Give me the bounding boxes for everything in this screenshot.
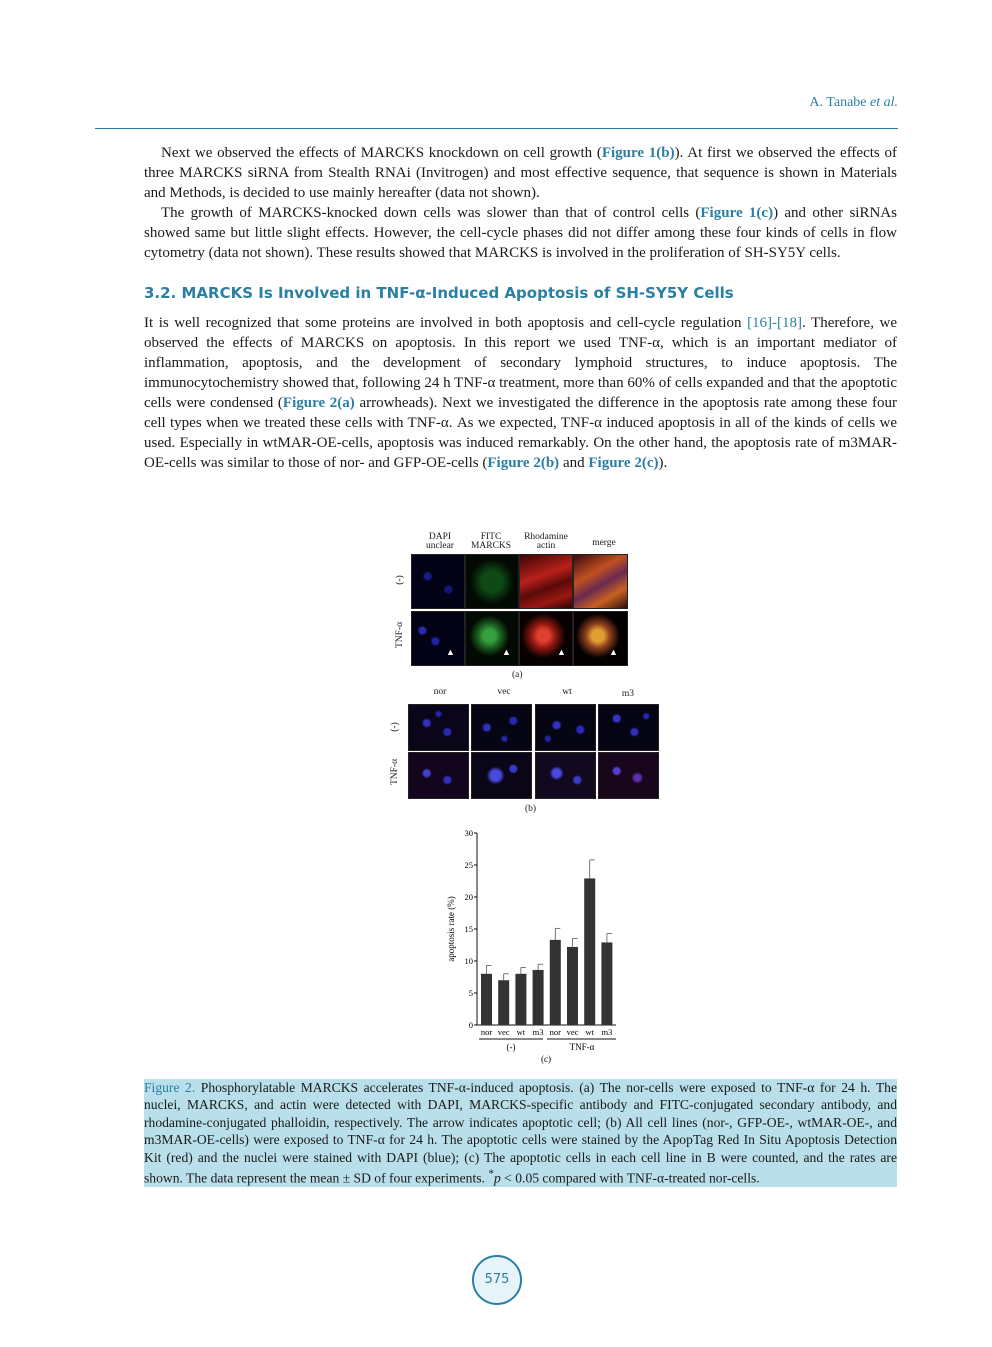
group-label-tnf: TNF-α xyxy=(569,1042,595,1052)
micrograph-b-vec-control xyxy=(471,704,532,751)
x-tick-label: vec xyxy=(566,1027,579,1037)
y-tick-label: 5 xyxy=(468,988,473,998)
paragraph-1: Next we observed the effects of MARCKS knockdown on cell growth (Figure 1(b)). At first we observed the effects of three MARCKS siRNA from Stealth RNAi (Invitrogen) and most effective sequence, that sequence is shown in Materials and Methods, is decided to use mainly hereafter (data not shown). xyxy=(144,145,897,201)
link-figure-2a[interactable]: Figure 2(a) xyxy=(282,395,355,411)
arrowhead-icon: ▲ xyxy=(609,647,618,657)
section-heading: 3.2. MARCKS Is Involved in TNF-α-Induced Apoptosis of SH-SY5Y Cells xyxy=(144,284,734,302)
micrograph-a-fitc-control xyxy=(465,554,519,609)
x-tick-label: nor xyxy=(480,1027,493,1037)
link-figure-2b[interactable]: Figure 2(b) xyxy=(487,455,560,471)
caption-tail: < 0.05 compared with TNF-α-treated nor-cells. xyxy=(500,1170,760,1186)
col-label-vec: vec xyxy=(497,687,511,697)
micrograph-b-nor-tnf xyxy=(408,752,469,799)
header-rule xyxy=(95,128,898,129)
figure-a-sublabel: (a) xyxy=(512,670,523,680)
header-etal: et al. xyxy=(870,95,898,110)
col-label-merge: merge xyxy=(592,538,616,548)
micrograph-b-vec-tnf xyxy=(471,752,532,799)
y-tick-label: 30 xyxy=(464,828,473,838)
col-label-rhodamine: Rhodamine actin xyxy=(524,532,568,551)
page-number: 575 xyxy=(472,1255,522,1305)
bar-wt-control xyxy=(515,974,526,1025)
micrograph-b-wt-control xyxy=(535,704,596,751)
micrograph-a-dapi-control xyxy=(411,554,465,609)
bar-wt-tnf xyxy=(584,878,595,1025)
micrograph-a-merge-control xyxy=(573,554,628,609)
y-tick-label: 15 xyxy=(464,924,473,934)
x-tick-label: vec xyxy=(497,1027,510,1037)
arrowhead-icon: ▲ xyxy=(557,647,566,657)
col-label-m3: m3 xyxy=(621,689,635,699)
caption-sup: * xyxy=(488,1168,494,1181)
figure-c-sublabel: (c) xyxy=(541,1054,551,1064)
bar-m3-tnf xyxy=(601,942,612,1025)
bar-vec-tnf xyxy=(567,947,578,1025)
x-tick-label: m3 xyxy=(601,1027,613,1037)
group-label-control: (-) xyxy=(506,1042,516,1052)
y-axis-label: apoptosis rate (%) xyxy=(446,896,456,962)
caption-p: p xyxy=(493,1170,501,1186)
micrograph-a-merge-tnf xyxy=(573,611,628,666)
col-label-wt: wt xyxy=(562,687,572,697)
link-figure-2c[interactable]: Figure 2(c) xyxy=(588,455,659,471)
caption-text: Phosphorylatable MARCKS accelerates TNF-α-induced apoptosis. (a) The nor-cells were exposed to TNF-α for 24 h. The nuclei, MARCKS, and actin were detected with DAPI, MARCKS-specific antibody and FITC-conjugated secondary antibody, and rhodamine-conjugated phalloidin, respectively. The arrow indicates apoptotic cell; (b) All cell lines (nor-, GFP-OE-, wtMAR-OE-, and m3MAR-OE-cells) were exposed to TNF-α for 24 h. The apoptotic cells were stained by the ApopTag Red In Situ Apoptosis Detection Kit (red) and the nuclei were stained with DAPI (blue); (c) The apoptotic cells in each cell line in B were counted, and the rates are shown. The data represent the mean ± SD of four experiments. xyxy=(144,1080,897,1186)
figure-caption xyxy=(144,1079,897,1187)
micrograph-b-nor-control xyxy=(408,704,469,751)
micrograph-b-m3-tnf xyxy=(598,752,659,799)
x-tick-label: nor xyxy=(549,1027,561,1037)
micrograph-a-rhodamine-tnf xyxy=(519,611,573,666)
col-label-dapi: DAPI unclear xyxy=(426,532,454,551)
figure-b-sublabel: (b) xyxy=(525,804,537,814)
link-figure-1c[interactable]: Figure 1(c) xyxy=(700,205,774,221)
col-label-fitc: FITC MARCKS xyxy=(470,532,512,551)
y-tick-label: 25 xyxy=(464,860,473,870)
micrograph-a-fitc-tnf xyxy=(465,611,519,666)
bar-nor-tnf xyxy=(550,940,561,1025)
row-label-tnf: TNF-α xyxy=(395,621,405,649)
row-label-control: (-) xyxy=(390,722,400,732)
paragraph-3: It is well recognized that some proteins are involved in both apoptosis and cell-cycle regulation [16]-[18]. Therefore, we observed the effects of MARCKS on apoptosis. In this report we used TNF-α, which is an important mediator of inflammation, apoptosis, and the development of secondary lymphoid structures, to induce apoptosis. The immunocytochemistry showed that, following 24 h TNF-α treatment, more than 60% of cells expanded and that the apoptotic cells were condensed (Figure 2(a) arrowheads). Next we investigated the difference in the apoptosis rate among these four cell types when we treated these cells with TNF-α. As we expected, TNF-α induced apoptosis in all of the kinds of cells we used. Especially in wtMAR-OE-cells, apoptosis was induced remarkably. On the other hand, the apoptosis rate of m3MAR-OE-cells was similar to those of nor- and GFP-OE-cells (Figure 2(b) and Figure 2(c)). xyxy=(144,315,897,471)
col-label-nor: nor xyxy=(433,687,447,697)
x-tick-label: m3 xyxy=(532,1027,544,1037)
citation-link[interactable]: [16]-[18] xyxy=(747,315,803,331)
y-tick-label: 20 xyxy=(464,892,473,902)
caption-label: Figure 2. xyxy=(144,1080,196,1095)
running-header xyxy=(809,95,898,111)
bar-m3-control xyxy=(533,970,544,1025)
row-label-tnf: TNF-α xyxy=(390,758,400,786)
link-figure-1b[interactable]: Figure 1(b) xyxy=(601,145,675,161)
x-tick-label: wt xyxy=(585,1027,594,1037)
y-tick-label: 0 xyxy=(468,1020,473,1030)
paragraph-2: The growth of MARCKS-knocked down cells was slower than that of control cells (Figure 1(c)) and other siRNAs showed same but little slight effects. However, the cell-cycle phases did not differ among these four kinds of cells in flow cytometry (data not shown). These results showed that MARCKS is involved in the proliferation of SH-SY5Y cells. xyxy=(144,205,897,261)
arrowhead-icon: ▲ xyxy=(446,647,455,657)
micrograph-b-wt-tnf xyxy=(535,752,596,799)
body-text xyxy=(144,143,897,473)
micrograph-a-rhodamine-control xyxy=(519,554,573,609)
bar-vec-control xyxy=(498,980,509,1025)
row-label-control: (-) xyxy=(395,575,405,585)
micrograph-a-dapi-tnf xyxy=(411,611,465,666)
x-tick-label: wt xyxy=(516,1027,526,1037)
y-tick-label: 10 xyxy=(464,956,473,966)
micrograph-b-m3-control xyxy=(598,704,659,751)
header-author: A. Tanabe xyxy=(809,95,867,110)
arrowhead-icon: ▲ xyxy=(502,647,511,657)
figure-2c-chart xyxy=(430,820,650,1070)
bar-nor-control xyxy=(481,974,492,1025)
